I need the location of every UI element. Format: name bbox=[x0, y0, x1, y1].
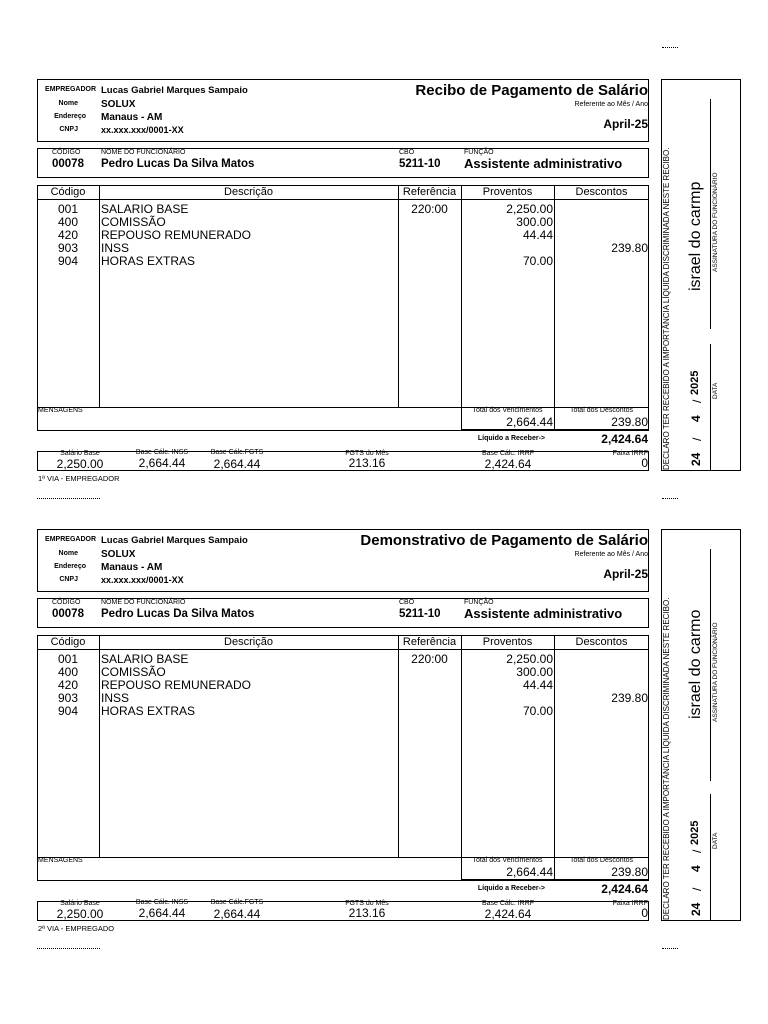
date-separator: / bbox=[690, 399, 704, 403]
item-description: REPOUSO REMUNERADO bbox=[101, 678, 252, 692]
item-description: COMISSÃO bbox=[101, 665, 166, 679]
col-header-description: Descrição bbox=[224, 186, 273, 198]
net-pay-label: Líquido a Receber-> bbox=[477, 435, 545, 442]
signature-label: ASSINATURA DO FUNCIONÁRIO bbox=[712, 172, 719, 272]
total-earnings-label: Total dos Vencimentos bbox=[472, 857, 543, 864]
employer-name: Lucas Gabriel Marques Sampaio bbox=[101, 85, 248, 96]
irrf-band-label: Faixa IRRF bbox=[612, 450, 648, 457]
fgts-base: 2,664.44 bbox=[213, 457, 261, 471]
total-discounts-label: Total dos Descontos bbox=[569, 857, 634, 864]
net-pay-label: Líquido a Receber-> bbox=[477, 885, 545, 892]
col-divider-2 bbox=[398, 635, 399, 857]
cbo-value: 5211-10 bbox=[399, 158, 441, 170]
item-code: 400 bbox=[57, 665, 79, 679]
item-earning: 2,250.00 bbox=[506, 652, 553, 666]
item-description: REPOUSO REMUNERADO bbox=[101, 228, 252, 242]
inss-base: 2,664.44 bbox=[138, 906, 186, 920]
employee-signature: israel do carmp bbox=[687, 181, 704, 291]
role-value: Assistente administrativo bbox=[464, 156, 623, 171]
role-label: FUNÇÃO bbox=[464, 149, 494, 156]
address-value: Manaus - AM bbox=[101, 562, 163, 573]
date-day: 24 bbox=[689, 902, 703, 916]
date-separator: / bbox=[690, 849, 704, 853]
net-line bbox=[461, 429, 649, 430]
date-label: DATA bbox=[712, 832, 719, 849]
item-code: 400 bbox=[57, 215, 79, 229]
item-description: COMISSÃO bbox=[101, 215, 166, 229]
date-month: 4 bbox=[689, 865, 703, 872]
signature-panel bbox=[661, 529, 741, 921]
col-divider-4 bbox=[554, 635, 555, 881]
item-description: SALARIO BASE bbox=[101, 652, 189, 666]
col-divider-4 bbox=[554, 185, 555, 431]
reference-period-label: Referente ao Mês / Ano bbox=[574, 101, 648, 108]
item-discount: 239.80 bbox=[611, 241, 648, 255]
inss-base-label: Base Cálc. INSS bbox=[135, 899, 189, 906]
employee-code-label: CÓDIGO bbox=[52, 599, 81, 606]
item-earning: 44.44 bbox=[522, 228, 553, 242]
date-line bbox=[710, 794, 711, 921]
address-label: Endereço bbox=[54, 113, 86, 120]
employee-code: 00078 bbox=[52, 158, 84, 170]
total-discounts: 239.80 bbox=[611, 415, 648, 429]
item-code: 420 bbox=[57, 678, 79, 692]
employee-name: Pedro Lucas Da Silva Matos bbox=[101, 158, 255, 170]
col-header-discounts: Descontos bbox=[575, 636, 628, 648]
fgts-month-label: FGTS do Mês bbox=[345, 900, 389, 907]
address-value: Manaus - AM bbox=[101, 112, 163, 123]
item-reference: 220:00 bbox=[411, 202, 448, 216]
declaration-text: DECLARO TER RECEBIDO A IMPORTÂNCIA LÍQUIDA DISCRIMINADA NESTE RECIBO. bbox=[662, 597, 671, 920]
base-salary-label: Salário Base bbox=[60, 450, 100, 457]
item-code: 903 bbox=[57, 241, 79, 255]
employer-label: EMPREGADOR bbox=[45, 86, 96, 93]
col-header-reference: Referência bbox=[402, 186, 457, 198]
address-label: Endereço bbox=[54, 563, 86, 570]
cut-line-bottom-left bbox=[37, 948, 100, 949]
cut-line-top-right bbox=[662, 47, 678, 48]
items-table-header-line bbox=[37, 649, 649, 650]
date-year: 2025 bbox=[689, 370, 701, 395]
receipt-2 bbox=[0, 529, 768, 939]
irrf-base: 2,424.64 bbox=[484, 907, 532, 921]
cnpj-label: CNPJ bbox=[59, 576, 78, 583]
item-description: SALARIO BASE bbox=[101, 202, 189, 216]
date-label: DATA bbox=[712, 382, 719, 399]
total-discounts: 239.80 bbox=[611, 865, 648, 879]
company-name: SOLUX bbox=[101, 549, 136, 560]
item-code: 001 bbox=[57, 202, 79, 216]
col-divider-1 bbox=[99, 635, 100, 857]
total-earnings: 2,664.44 bbox=[506, 865, 553, 879]
copy-label: 1ª VIA - EMPREGADOR bbox=[38, 474, 120, 483]
role-value: Assistente administrativo bbox=[464, 606, 623, 621]
irrf-base: 2,424.64 bbox=[484, 457, 532, 471]
irrf-base-label: Base Cálc. IRRF bbox=[481, 900, 535, 907]
item-earning: 300.00 bbox=[516, 665, 553, 679]
net-pay: 2,424.64 bbox=[601, 432, 648, 446]
cut-line-mid-left bbox=[37, 498, 100, 499]
fgts-base-label: Base Cálc.FGTS bbox=[210, 899, 264, 906]
date-line bbox=[710, 344, 711, 471]
item-description: INSS bbox=[101, 691, 130, 705]
item-reference: 220:00 bbox=[411, 652, 448, 666]
col-header-earnings: Proventos bbox=[482, 186, 533, 198]
col-header-earnings: Proventos bbox=[482, 636, 533, 648]
fgts-month-label: FGTS do Mês bbox=[345, 450, 389, 457]
item-earning: 70.00 bbox=[522, 704, 553, 718]
fgts-month: 213.16 bbox=[348, 906, 386, 920]
signature-label: ASSINATURA DO FUNCIONÁRIO bbox=[712, 622, 719, 722]
date-day: 24 bbox=[689, 452, 703, 466]
role-label: FUNÇÃO bbox=[464, 599, 494, 606]
col-header-code: Código bbox=[50, 636, 86, 648]
fgts-month: 213.16 bbox=[348, 456, 386, 470]
col-header-discounts: Descontos bbox=[575, 186, 628, 198]
net-pay: 2,424.64 bbox=[601, 882, 648, 896]
employee-name-label: NOME DO FUNCIONÁRIO bbox=[101, 599, 186, 606]
cnpj-label: CNPJ bbox=[59, 126, 78, 133]
item-earning: 70.00 bbox=[522, 254, 553, 268]
fgts-base-label: Base Cálc.FGTS bbox=[210, 449, 264, 456]
employee-name-label: NOME DO FUNCIONÁRIO bbox=[101, 149, 186, 156]
reference-month: April-25 bbox=[603, 567, 648, 581]
copy-label: 2ª VIA - EMPREGADO bbox=[38, 924, 115, 933]
irrf-band: 0 bbox=[641, 456, 648, 470]
cbo-label: CBO bbox=[399, 599, 415, 606]
declaration-text: DECLARO TER RECEBIDO A IMPORTÂNCIA LÍQUIDA DISCRIMINADA NESTE RECIBO. bbox=[662, 147, 671, 470]
company-name-label: Nome bbox=[58, 100, 78, 107]
item-code: 420 bbox=[57, 228, 79, 242]
date-year: 2025 bbox=[689, 820, 701, 845]
employee-code: 00078 bbox=[52, 608, 84, 620]
item-code: 904 bbox=[57, 254, 79, 268]
employer-name: Lucas Gabriel Marques Sampaio bbox=[101, 535, 248, 546]
cbo-label: CBO bbox=[399, 149, 415, 156]
date-separator: / bbox=[690, 437, 704, 441]
total-earnings: 2,664.44 bbox=[506, 415, 553, 429]
employee-code-label: CÓDIGO bbox=[52, 149, 81, 156]
col-divider-2 bbox=[398, 185, 399, 407]
inss-base-label: Base Cálc. INSS bbox=[135, 449, 189, 456]
date-separator: / bbox=[690, 887, 704, 891]
receipt-title: Demonstrativo de Pagamento de Salário bbox=[360, 532, 648, 549]
reference-month: April-25 bbox=[603, 117, 648, 131]
irrf-band-label: Faixa IRRF bbox=[612, 900, 648, 907]
irrf-base-label: Base Cálc. IRRF bbox=[481, 450, 535, 457]
company-name: SOLUX bbox=[101, 99, 136, 110]
item-description: INSS bbox=[101, 241, 130, 255]
base-salary-label: Salário Base bbox=[60, 900, 100, 907]
items-table-header-line bbox=[37, 199, 649, 200]
base-salary: 2,250.00 bbox=[56, 907, 104, 921]
col-header-description: Descrição bbox=[224, 636, 273, 648]
signature-line bbox=[710, 549, 711, 781]
item-discount: 239.80 bbox=[611, 691, 648, 705]
col-header-code: Código bbox=[50, 186, 86, 198]
messages-label: MENSAGENS bbox=[38, 407, 83, 414]
item-code: 001 bbox=[57, 652, 79, 666]
cnpj-value: xx.xxx.xxx/0001-XX bbox=[101, 125, 184, 135]
reference-period-label: Referente ao Mês / Ano bbox=[574, 551, 648, 558]
messages-label: MENSAGENS bbox=[38, 857, 83, 864]
net-line bbox=[461, 879, 649, 880]
inss-base: 2,664.44 bbox=[138, 456, 186, 470]
total-earnings-label: Total dos Vencimentos bbox=[472, 407, 543, 414]
item-description: HORAS EXTRAS bbox=[101, 254, 196, 268]
irrf-band: 0 bbox=[641, 906, 648, 920]
date-month: 4 bbox=[689, 415, 703, 422]
fgts-base: 2,664.44 bbox=[213, 907, 261, 921]
cnpj-value: xx.xxx.xxx/0001-XX bbox=[101, 575, 184, 585]
item-code: 903 bbox=[57, 691, 79, 705]
employee-signature: israel do carmo bbox=[687, 609, 704, 719]
total-discounts-label: Total dos Descontos bbox=[569, 407, 634, 414]
receipt-title: Recibo de Pagamento de Salário bbox=[415, 82, 648, 99]
signature-line bbox=[710, 99, 711, 329]
employer-label: EMPREGADOR bbox=[45, 536, 96, 543]
base-salary: 2,250.00 bbox=[56, 457, 104, 471]
company-name-label: Nome bbox=[58, 550, 78, 557]
col-header-reference: Referência bbox=[402, 636, 457, 648]
item-code: 904 bbox=[57, 704, 79, 718]
item-description: HORAS EXTRAS bbox=[101, 704, 196, 718]
cut-line-mid-right bbox=[662, 498, 678, 499]
receipt-1 bbox=[0, 79, 768, 489]
employee-name: Pedro Lucas Da Silva Matos bbox=[101, 608, 255, 620]
col-divider-1 bbox=[99, 185, 100, 407]
item-earning: 2,250.00 bbox=[506, 202, 553, 216]
item-earning: 44.44 bbox=[522, 678, 553, 692]
cbo-value: 5211-10 bbox=[399, 608, 441, 620]
cut-line-bottom-right bbox=[662, 948, 678, 949]
item-earning: 300.00 bbox=[516, 215, 553, 229]
